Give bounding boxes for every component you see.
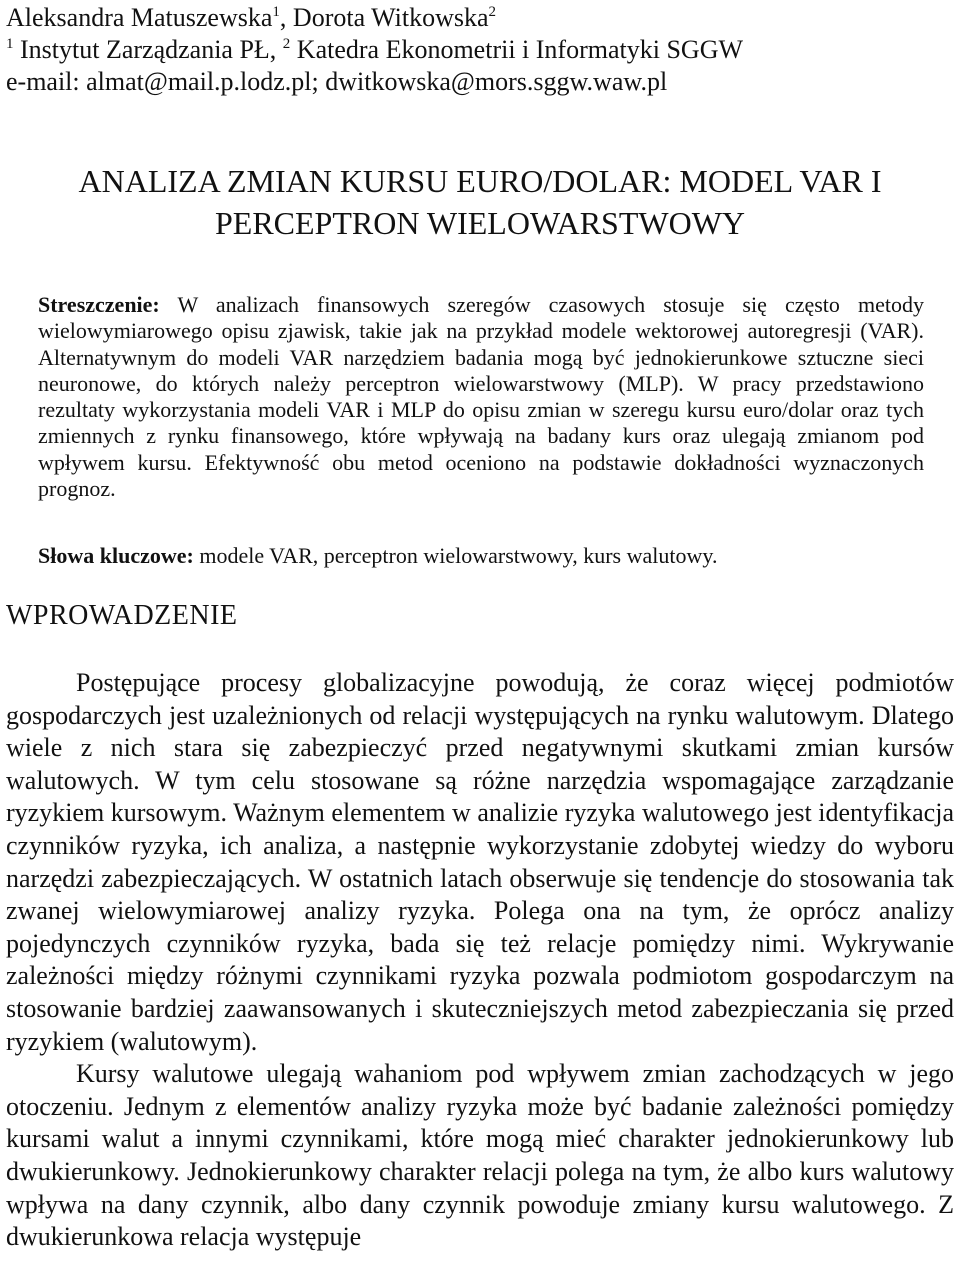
title-line-1: ANALIZA ZMIAN KURSU EURO/DOLAR: MODEL VAR I	[78, 163, 882, 199]
author-2-affil-mark: 2	[488, 4, 497, 20]
keywords-text: modele VAR, perceptron wielowarstwowy, kurs walutowy.	[193, 543, 718, 568]
abstract	[38, 292, 924, 502]
affiliations	[6, 34, 743, 66]
author-block	[6, 2, 743, 98]
title-line-2: PERCEPTRON WIELOWARSTWOWY	[214, 205, 746, 241]
author-names	[6, 2, 743, 34]
author-separator: ,	[279, 3, 293, 32]
author-2: Dorota Witkowska	[292, 3, 489, 32]
keywords-label: Słowa kluczowe:	[38, 543, 194, 568]
affil-2-mark: 2	[282, 36, 291, 52]
affil-2: Katedra Ekonometrii i Informatyki SGGW	[290, 35, 744, 64]
abstract-text: W analizach finansowych szeregów czasowych stosuje się często metody wielowymiarowego opisu zjawisk, takie jak na przykład modele wektorowej autoregresji (VAR). Alternatywnym do modeli VAR narzędziem badania mogą być jednokierunkowe sztuczne sieci neuronowe, do których należy perceptron wielowarstwowy (MLP). W pracy przedstawiono rezultaty wykorzystania modeli VAR i MLP do opisu zmian w szeregu kursu euro/dolar oraz tych zmiennych z rynku finansowego, które wpływają na badany kurs oraz ulegają zmianom pod wpływem kursu. Efektywność obu metod oceniono na podstawie dokładności wyznaczonych prognoz.	[38, 292, 924, 502]
abstract-label: Streszczenie:	[38, 292, 160, 317]
body-text	[6, 667, 954, 1254]
author-1: Aleksandra Matuszewska	[6, 3, 273, 32]
paragraph-1: Postępujące procesy globalizacyjne powodują, że coraz więcej podmiotów gospodarczych jest uzależnionych od relacji występujących na rynku walutowym. Dlatego wiele z nich stara się zabezpieczyć przed negatywnymi skutkami zmian kursów walutowych. W tym celu stosowane są różne narzędzia wspomagające zarządzanie ryzykiem kursowym. Ważnym elementem w analizie ryzyka walutowego jest identyfikacja czynników ryzyka, ich analiza, a następnie wykorzystanie zdobytej wiedzy do wyboru narzędzi zabezpieczających. W ostatnich latach obserwuje się tendencje do stosowania tak zwanej wielowymiarowej analizy ryzyka. Polega ona na tym, że oprócz analizy pojedynczych czynników ryzyka, bada się też relacje pomiędzy nimi. Wykrywanie zależności między różnymi czynnikami ryzyka pozwala podmiotom gospodarczym na stosowanie bardziej zaawansowanych i skuteczniejszych metod zabezpieczania się przed ryzykiem (walutowym).	[6, 668, 954, 1056]
keywords	[38, 543, 924, 569]
author-1-affil-mark: 1	[272, 4, 280, 20]
author-email: e-mail: almat@mail.p.lodz.pl; dwitkowska@mors.sggw.waw.pl	[6, 67, 668, 96]
affil-1-mark: 1	[6, 36, 14, 52]
section-heading: WPROWADZENIE	[6, 600, 238, 631]
paper-title	[0, 160, 960, 244]
paragraph-2: Kursy walutowe ulegają wahaniom pod wpływem zmian zachodzących w jego otoczeniu. Jednym z elementów analizy ryzyka może być badanie zależności pomiędzy kursami walut a innymi czynnikami, które mogą mieć charakter jednokierunkowy lub dwukierunkowy. Jednokierunkowy charakter relacji polega na tym, że albo kurs walutowy wpływa na dany czynnik, albo dany czynnik powoduje zmiany kursu walutowego. Z dwukierunkowa relacja występuje	[6, 1059, 954, 1252]
affil-1: Instytut Zarządzania PŁ,	[13, 35, 283, 64]
